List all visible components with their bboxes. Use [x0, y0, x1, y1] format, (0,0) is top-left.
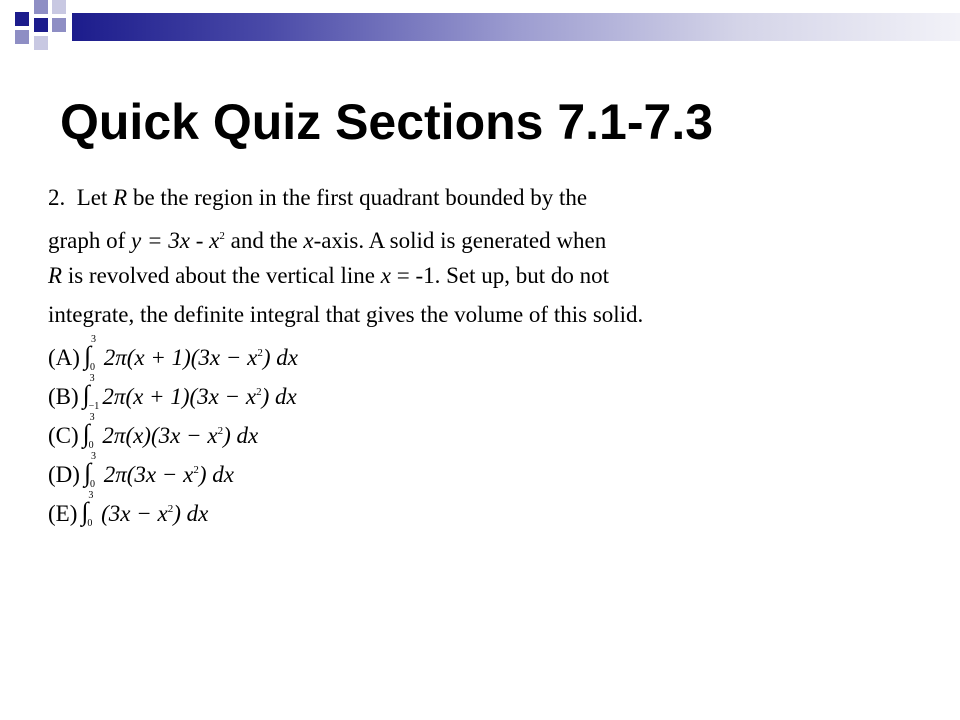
problem-line-3: [48, 256, 928, 295]
option-e: [48, 490, 928, 529]
problem-line-1: [48, 178, 928, 217]
q-var-x: x: [303, 228, 314, 253]
logo-square-5: [34, 18, 48, 32]
option-a: [48, 334, 928, 373]
lower-limit: −1: [88, 401, 100, 412]
q-text: is revolved about the vertical line: [67, 263, 376, 288]
problem-line-4: [48, 295, 928, 334]
integral-sign: ∫ 3 0: [81, 490, 94, 529]
logo-square-7: [34, 36, 48, 50]
integral-sign: ∫ 3 −1: [82, 373, 100, 412]
option-tail: ) dx: [223, 423, 259, 448]
title-bold: Quick Quiz: [60, 94, 322, 150]
option-tail: ) dx: [261, 384, 297, 409]
q-text: Let: [76, 185, 108, 210]
q-text: -axis. A solid is generated when: [313, 228, 607, 253]
option-label: (B): [48, 384, 79, 409]
option-tail: ) dx: [262, 345, 298, 370]
option-label: (C): [48, 423, 79, 448]
lower-limit: 0: [89, 479, 95, 490]
header-band: [72, 13, 960, 41]
option-tail: ) dx: [173, 501, 209, 526]
upper-limit: 3: [89, 412, 95, 423]
lower-limit: 0: [87, 518, 93, 529]
q-eq: = 3x - x: [141, 228, 220, 253]
option-exp: 2: [257, 347, 263, 359]
upper-limit: 3: [88, 490, 94, 501]
option-c: [48, 412, 928, 451]
q-eq-var: x: [380, 263, 391, 288]
option-label: (A): [48, 345, 80, 370]
option-expr: 2π(x + 1)(3x − x: [102, 384, 257, 409]
logo-square-1: [15, 12, 29, 26]
q-var-r: R: [48, 263, 63, 288]
lower-limit: 0: [88, 440, 94, 451]
option-label: (D): [48, 462, 80, 487]
option-tail: ) dx: [198, 462, 234, 487]
option-b: [48, 373, 928, 412]
title-rest: Sections 7.1-7.3: [321, 94, 714, 150]
lower-limit: 0: [89, 362, 95, 373]
logo-square-2: [34, 0, 48, 14]
integral-sign: ∫ 3 0: [83, 451, 96, 490]
q-text: integrate, the definite integral that gives the volume of this solid.: [48, 302, 644, 327]
q-text: and the: [230, 228, 298, 253]
option-expr: 2π(x)(3x − x: [102, 423, 218, 448]
option-exp: 2: [217, 425, 224, 437]
q-eq-var: y: [131, 228, 142, 253]
q-exp: 2: [219, 230, 225, 242]
slide-title: [60, 92, 713, 152]
logo-square-3: [52, 0, 66, 14]
option-expr: 2π(3x − x: [103, 462, 194, 487]
upper-limit: 3: [90, 451, 96, 462]
option-exp: 2: [256, 386, 262, 398]
integral-sign: ∫ 3 0: [82, 412, 95, 451]
option-d: [48, 451, 928, 490]
option-exp: 2: [193, 464, 199, 476]
integral-sign: ∫ 3 0: [83, 334, 96, 373]
logo-square-4: [15, 30, 29, 44]
option-expr: (3x − x: [101, 501, 168, 526]
upper-limit: 3: [90, 334, 96, 345]
problem-line-2: [48, 217, 928, 256]
option-label: (E): [48, 501, 78, 526]
question-number: 2.: [48, 185, 66, 210]
q-text: . Set up, but do not: [434, 263, 610, 288]
q-eq: = -1: [390, 263, 435, 288]
q-var-r: R: [113, 185, 128, 210]
problem-text: [48, 178, 928, 529]
upper-limit: 3: [89, 373, 95, 384]
q-text: graph of: [48, 228, 126, 253]
option-exp: 2: [167, 503, 174, 515]
logo-square-6: [52, 18, 66, 32]
q-text: be the region in the first quadrant bounded by the: [132, 185, 588, 210]
option-expr: 2π(x + 1)(3x − x: [103, 345, 258, 370]
